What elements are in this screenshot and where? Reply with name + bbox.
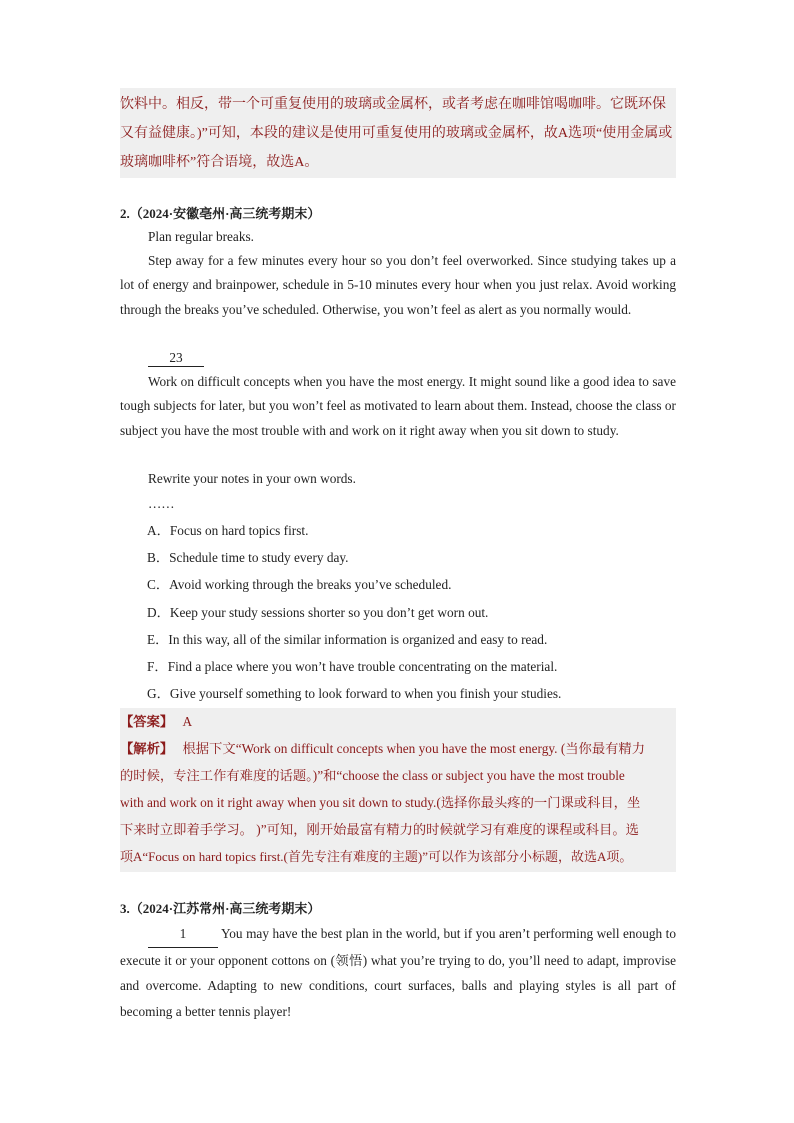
- question-2-header: 2.（2024·安徽亳州·高三统考期末）: [120, 206, 321, 221]
- option-f: F．Find a place where you won’t have trouble concentrating on the material.: [147, 659, 558, 674]
- passage-ellipsis: ……: [148, 496, 175, 511]
- passage-paragraph-2: Work on difficult concepts when you have the most energy. It might sound like a good idea to save tough subjects for later, but you won’t feel as motivated to learn about them. Instead, choose the class or subject you have the most trouble with and work on it right away when you sit down to study.: [120, 374, 676, 438]
- answer-analysis-box: [120, 708, 676, 872]
- answer-value: A: [182, 714, 193, 729]
- analysis-line-2: 的时候，专注工作有难度的话题。)”和“choose the class or subject you have the most trouble: [120, 768, 625, 783]
- question-3-text: You may have the best plan in the world, but if you aren’t performing well enough to execute it or your opponent cottons on (领悟) what you’re trying to do, you’ll need to adapt, improvise and overcome. Adapting to new conditions, court surfaces, balls and playing styles is all part of becoming a better tennis player!: [120, 926, 676, 1019]
- blank-1: 1: [148, 921, 218, 948]
- analysis-text-1: 根据下文“Work on difficult concepts when you have the most energy. (当你最有精力: [182, 741, 646, 756]
- question-3-paragraph: [120, 921, 676, 1024]
- option-b: B．Schedule time to study every day.: [147, 550, 349, 565]
- option-e: E．In this way, all of the similar information is organized and easy to read.: [147, 632, 548, 647]
- blank-number: 23: [148, 350, 204, 367]
- blank-23: [148, 350, 204, 367]
- analysis-line-5: 项A“Focus on hard topics first.(首先专注有难度的主题)”可以作为该部分小标题，故选A项。: [120, 849, 633, 864]
- analysis-label: 【解析】: [120, 741, 174, 756]
- analysis-line-1: [120, 738, 645, 757]
- option-c: C．Avoid working through the breaks you’ve scheduled.: [147, 577, 452, 592]
- option-a: A．Focus on hard topics first.: [147, 523, 309, 538]
- passage-heading-plan-breaks: Plan regular breaks.: [148, 229, 254, 244]
- option-g: G．Give yourself something to look forward to when you finish your studies.: [147, 686, 562, 701]
- analysis-continuation-box: [120, 88, 676, 178]
- answer-row: [120, 711, 192, 730]
- passage-heading-rewrite-notes: Rewrite your notes in your own words.: [148, 471, 356, 486]
- analysis-line-3: with and work on it right away when you sit down to study.(选择你最头疼的一门课或科目，坐: [120, 795, 641, 810]
- question-3-header: 3.（2024·江苏常州·高三统考期末）: [120, 901, 321, 916]
- answer-label: 【答案】: [120, 714, 174, 729]
- passage-paragraph-1: Step away for a few minutes every hour so you don’t feel overworked. Since studying takes up a lot of energy and brainpower, schedule in 5-10 minutes every hour when you just relax. Avoid working through the breaks you’ve scheduled. Otherwise, you won’t feel as alert as you normally would.: [120, 253, 676, 317]
- analysis-line-4: 下来时立即着手学习。 )”可知，刚开始最富有精力的时候就学习有难度的课程或科目。选: [120, 822, 639, 837]
- analysis-continuation-text: 饮料中。相反，带一个可重复使用的玻璃或金属杯，或者考虑在咖啡馆喝咖啡。它既环保又有益健康。)”可知，本段的建议是使用可重复使用的玻璃或金属杯，故A选项“使用金属或玻璃咖啡杯”符合语境，故选A。: [120, 97, 673, 170]
- option-d: D．Keep your study sessions shorter so you don’t get worn out.: [147, 605, 489, 620]
